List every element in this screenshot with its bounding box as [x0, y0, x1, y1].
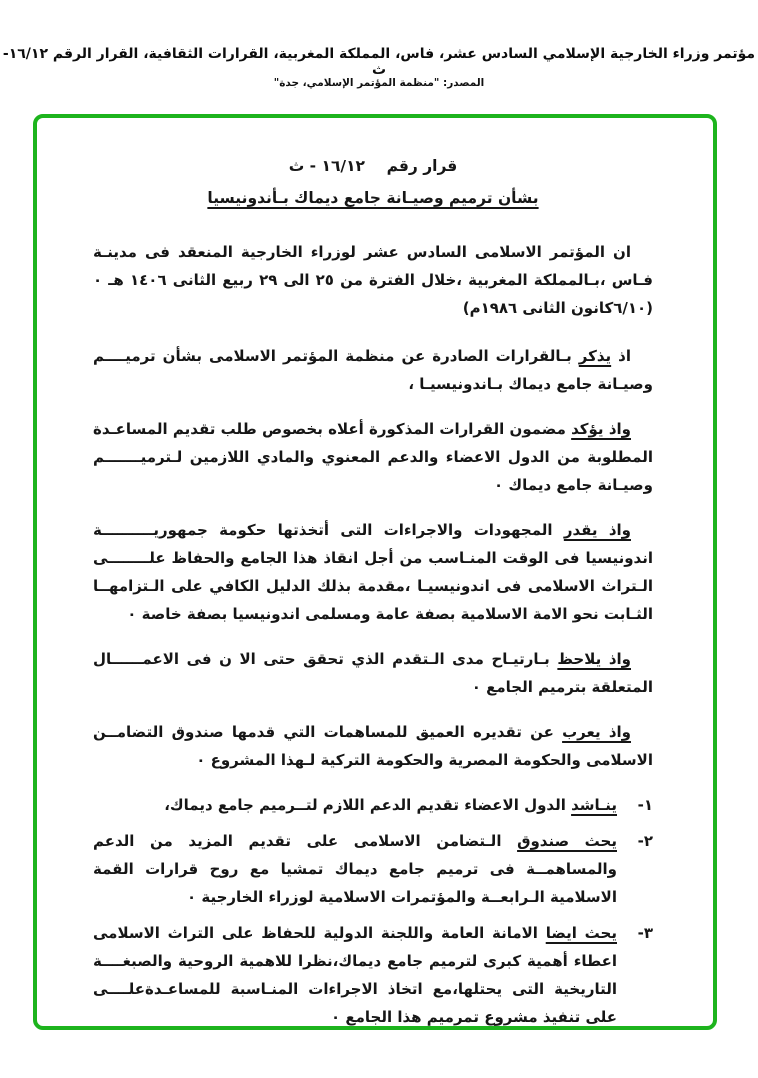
paragraph-text: بـارتيـاح مدى الـتقدم الذي تحقق حتى الا ن فى الاعمــــــال المتعلقة بترميم الجامع ٠ — [93, 650, 653, 696]
resolution-number-title: قرار رقم ١٦/١٢ - ث — [288, 157, 458, 175]
item-underlined-lead: ينـاشد — [571, 796, 617, 814]
header-citation: مؤتمر وزراء الخارجية الإسلامي السادس عشر، فاس، المملكة المغربية، القرارات الثقافية، القرار الرقم ١٦/١٢-ث — [2, 46, 756, 78]
item-body-text: الامانة العامة واللجنة الدولية للحفاظ على التراث الاسلامى اعطاء أهمية كبرى لترميم جامع ديماك،نظرا للاهمية الروحية والصبغــــة التاريخية التى يحتلها،مع اتخاذ الاجراءات المنـاسبة للمساعـدةعلــــى على تنفيذ مشروع تمرميم هذا الجامع ٠ — [93, 924, 617, 1026]
preamble-paragraph — [93, 645, 653, 701]
item-number: ٢- — [637, 832, 653, 850]
paragraph-text: عن تقديره العميق للمساهمات التي قدمها صندوق التضامــن الاسلامى والحكومة المصرية والحكومة التركية لـهذا المشروع ٠ — [93, 723, 653, 769]
item-text — [93, 827, 617, 911]
paragraph-underlined-lead: واذ يعرب — [562, 723, 631, 741]
item-number: ١- — [637, 796, 653, 814]
item-underlined-lead: يحث ايضا — [545, 924, 617, 942]
preamble-paragraph — [93, 516, 653, 628]
resolution-body — [93, 152, 653, 1026]
preamble-paragraph — [93, 342, 653, 398]
item-body-text: الـتضامن الاسلامى على تقديم المزيد من الدعم والمساهمــة فى ترميم جامع ديماك تمشيا مع روح قرارات القمة الاسلامية الـرابعــة والمؤتمرات الاسلامية لوزراء الخارجية ٠ — [93, 832, 617, 906]
resolution-title-block — [93, 152, 653, 212]
operative-item — [93, 919, 653, 1030]
preamble-paragraph — [93, 238, 653, 322]
preamble-paragraph — [93, 718, 653, 774]
item-underlined-lead: يحث صندوق — [517, 832, 617, 850]
item-body-text: الدول الاعضاء تقديم الدعم اللازم لتــرميم جامع ديماك، — [164, 796, 572, 814]
operative-items-list — [93, 791, 653, 1030]
paragraph-text: بـالقرارات الصادرة عن منظمة المؤتمر الاسلامى بشأن ترميــــم وصيـانة جامع ديماك بـاندونيسيـا ، — [93, 347, 653, 393]
item-text — [93, 919, 617, 1030]
paragraph-text: ان المؤتمر الاسلامى السادس عشر لوزراء الخارجية المنعقد فى مدينـة فـاس ،بـالمملكة المغربية ،خلال الفترة من ٢٥ الى ٢٩ ربيع الثانى ١٤٠٦ هـ ٠ (٦/١٠كانون الثانى ١٩٨٦م) — [93, 243, 653, 317]
paragraph-underlined-lead: واذ يؤكد — [571, 420, 631, 438]
paragraph-text: مضمون القرارات المذكورة أعلاه بخصوص طلب تقديم المساعـدة المطلوبة من الدول الاعضاء والدعم المعنوي والمادي اللازمين لـترميـــــــم وصيـانة جامع ديماك ٠ — [93, 420, 653, 494]
resolution-preamble — [93, 238, 653, 774]
operative-item — [93, 827, 653, 911]
paragraph-underlined-lead: واذ يلاحظ — [557, 650, 631, 668]
resolution-subject-title: بشأن ترميم وصيـانة جامع ديماك بـأندونيسيا — [207, 189, 539, 207]
paragraph-text: المجهودات والاجراءات التى أتخذتها حكومة جمهوريــــــــــة اندونيسيا فى الوقت المنـاسب من أجل انقاذ هذا الجامع والحفاظ علــــــــى الـتراث الاسلامى فى اندونيسيـا ،مقدمة بذلك الدليل الكافي على الـتزامهــا الثـابت نحو الامة الاسلامية بصفة عامة ومسلمى اندونيسيا بصفة خاصة ٠ — [93, 521, 653, 623]
document-border-frame — [33, 114, 717, 1030]
item-text — [93, 791, 617, 819]
preamble-paragraph — [93, 415, 653, 499]
header-source-line: المصدر: "منظمة المؤتمر الإسلامي، جدة" — [273, 77, 485, 89]
paragraph-pre: اذ — [611, 347, 632, 365]
operative-item — [93, 791, 653, 819]
paragraph-underlined-lead: يذكر — [578, 347, 612, 365]
paragraph-underlined-lead: واذ يقدر — [563, 521, 631, 539]
item-number: ٣- — [637, 924, 653, 942]
